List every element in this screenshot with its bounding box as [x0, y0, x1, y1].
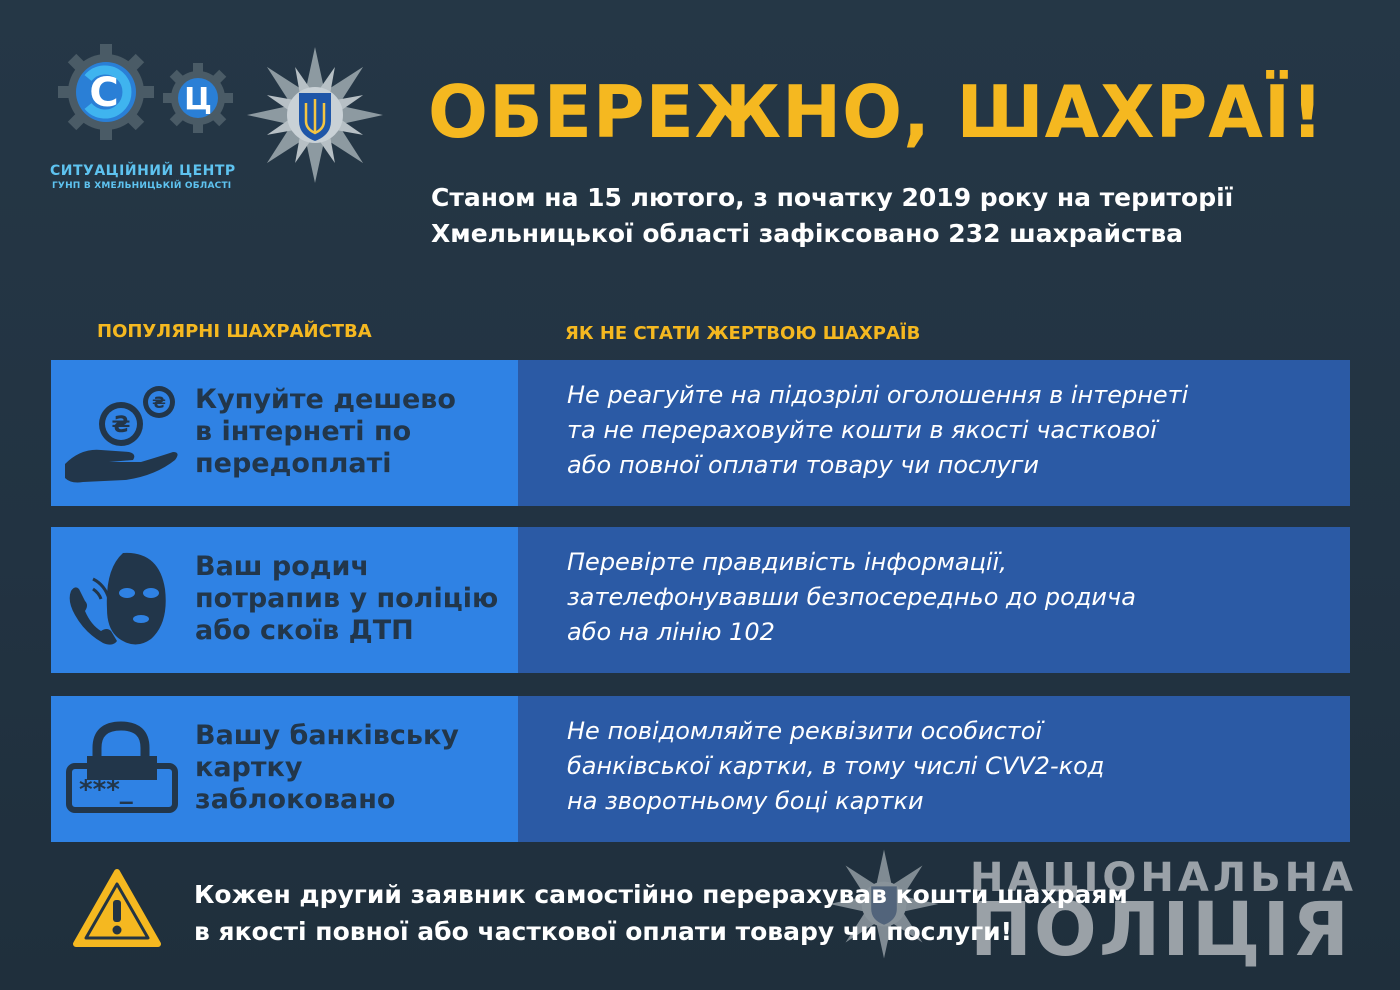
advice-cell: [518, 360, 1350, 506]
logo-title: СИТУАЦІЙНИЙ ЦЕНТР: [50, 163, 236, 179]
svg-text:***_: ***_: [79, 775, 133, 805]
fraud-title: Вашу банківську картку заблоковано: [195, 720, 459, 815]
fraud-type-cell: [51, 527, 518, 673]
popular-frauds-heading: ПОПУЛЯРНІ ШАХРАЙСТВА: [97, 321, 372, 342]
advice-text: Не повідомляйте реквізити особистої банківської картки, в тому числі CVV2-код на зворотньому боці картки: [567, 717, 1105, 815]
masked-caller-icon: [63, 549, 181, 655]
fraud-title: Ваш родич потрапив у поліцію або скоїв ДТП: [195, 551, 499, 646]
svg-text:₴: ₴: [152, 393, 166, 412]
advice-text: Перевірте правдивість інформації, зателефонувавши безпосередньо до родича або на лінію 102: [567, 548, 1136, 646]
fraud-row-relative-in-trouble: [51, 527, 1350, 673]
warning-text-line-1: Кожен другий заявник самостійно перерахував кошти шахраям: [194, 880, 1128, 909]
fraud-type-cell: [51, 696, 518, 842]
logo-subtitle: ГУНП В ХМЕЛЬНИЦЬКІЙ ОБЛАСТІ: [52, 181, 232, 191]
warning-text-line-2: в якості повної або часткової оплати товару чи послуги!: [194, 917, 1013, 946]
page-headline: ОБЕРЕЖНО, ШАХРАЇ!: [428, 70, 1325, 154]
svg-text:Ц: Ц: [184, 82, 212, 117]
hand-coins-icon: [63, 382, 181, 488]
advice-cell: [518, 527, 1350, 673]
subheadline-line-2: Хмельницької області зафіксовано 232 шахрайства: [431, 219, 1184, 248]
fraud-row-card-blocked: [51, 696, 1350, 842]
fraud-row-online-prepayment: [51, 360, 1350, 506]
police-star-emblem: [245, 45, 385, 185]
svg-text:₴: ₴: [111, 413, 131, 438]
fraud-type-cell: [51, 360, 518, 506]
svg-text:С: С: [89, 70, 119, 116]
advice-cell: [518, 696, 1350, 842]
how-not-to-be-victim-heading: ЯК НЕ СТАТИ ЖЕРТВОЮ ШАХРАЇВ: [565, 323, 921, 344]
subheadline-line-1: Станом на 15 лютого, з початку 2019 року на території: [431, 183, 1234, 212]
warning-icon: [72, 868, 162, 950]
watermark-police: ПОЛІЦІЯ: [970, 887, 1352, 973]
watermark-national: НАЦІОНАЛЬНА: [970, 855, 1358, 901]
advice-text: Не реагуйте на підозрілі оголошення в інтернеті та не перераховуйте кошти в якості часткової або повної оплати товару чи послуги: [567, 381, 1189, 479]
locked-card-icon: [63, 718, 181, 824]
fraud-title: Купуйте дешево в інтернеті по передоплаті: [195, 384, 456, 479]
